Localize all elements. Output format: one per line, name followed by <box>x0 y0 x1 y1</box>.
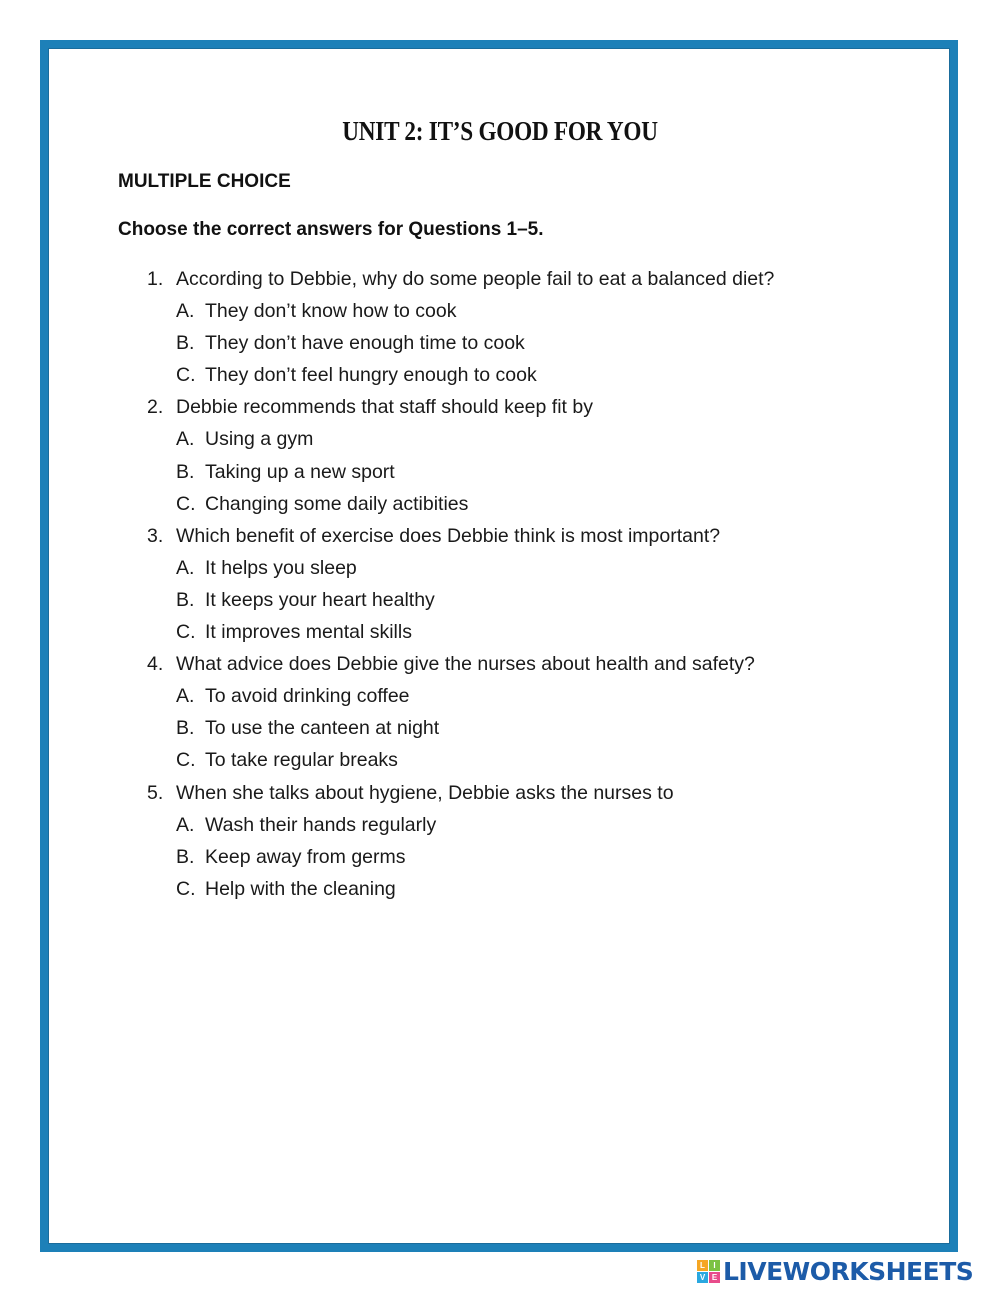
section-heading: MULTIPLE CHOICE <box>118 171 291 192</box>
option-text: It helps you sleep <box>205 556 357 579</box>
question-line <box>0 523 1000 555</box>
option-text: To avoid drinking coffee <box>205 685 410 708</box>
brand-name: LIVEWORKSHEETS <box>723 1256 974 1286</box>
question-number: 4. <box>147 653 164 676</box>
question-text: Debbie recommends that staff should keep fit by <box>176 396 593 419</box>
question-number: 2. <box>147 396 164 419</box>
logo-square: E <box>709 1272 720 1283</box>
answer-option[interactable] <box>0 362 1000 394</box>
question-item <box>0 394 1000 522</box>
question-text: When she talks about hygiene, Debbie asks the nurses to <box>176 781 674 804</box>
option-text: Keep away from germs <box>205 845 406 868</box>
logo-square: I <box>709 1260 720 1271</box>
answer-option[interactable] <box>0 619 1000 651</box>
question-text: Which benefit of exercise does Debbie think is most important? <box>176 524 721 547</box>
option-letter: A. <box>176 685 195 708</box>
option-letter: C. <box>176 364 196 387</box>
answer-option[interactable] <box>0 812 1000 844</box>
option-text: Changing some daily actibities <box>205 492 469 515</box>
answer-option[interactable] <box>0 491 1000 523</box>
option-letter: C. <box>176 749 196 772</box>
option-text: They don’t have enough time to cook <box>205 332 525 355</box>
answer-option[interactable] <box>0 587 1000 619</box>
page-title: UNIT 2: IT’S GOOD FOR YOU <box>342 116 658 146</box>
option-letter: B. <box>176 332 195 355</box>
question-text: According to Debbie, why do some people fail to eat a balanced diet? <box>176 268 775 290</box>
option-text: It improves mental skills <box>205 621 412 644</box>
answer-option[interactable] <box>0 459 1000 491</box>
option-letter: B. <box>176 845 195 868</box>
option-text: Using a gym <box>205 428 314 451</box>
option-letter: B. <box>176 588 195 611</box>
answer-option[interactable] <box>0 683 1000 715</box>
answer-option[interactable] <box>0 426 1000 458</box>
option-text: Help with the cleaning <box>205 877 396 900</box>
question-item <box>0 651 1000 779</box>
liveworksheets-brand[interactable] <box>697 1256 973 1286</box>
question-item <box>0 523 1000 651</box>
option-letter: C. <box>176 492 196 515</box>
question-item <box>0 266 1000 394</box>
option-letter: C. <box>176 877 196 900</box>
question-number: 5. <box>147 781 164 804</box>
question-line <box>0 780 1000 812</box>
question-list <box>0 266 1000 908</box>
question-item <box>0 780 1000 908</box>
liveworksheets-logo-icon <box>697 1260 720 1283</box>
option-letter: C. <box>176 621 196 644</box>
answer-option[interactable] <box>0 876 1000 908</box>
option-text: Wash their hands regularly <box>205 813 437 836</box>
question-text: What advice does Debbie give the nurses about health and safety? <box>176 653 755 676</box>
question-line <box>0 266 1000 298</box>
answer-option[interactable] <box>0 844 1000 876</box>
option-text: To take regular breaks <box>205 749 398 772</box>
answer-option[interactable] <box>0 330 1000 362</box>
option-text: To use the canteen at night <box>205 717 440 740</box>
instructions: Choose the correct answers for Questions 1–5. <box>118 219 544 240</box>
question-number: 3. <box>147 524 164 547</box>
question-number: 1. <box>147 268 164 290</box>
option-letter: B. <box>176 717 195 740</box>
option-letter: A. <box>176 813 195 836</box>
answer-option[interactable] <box>0 555 1000 587</box>
option-letter: A. <box>176 556 195 579</box>
option-letter: B. <box>176 460 195 483</box>
option-letter: A. <box>176 428 195 451</box>
option-letter: A. <box>176 300 195 323</box>
option-text: They don’t know how to cook <box>205 300 457 323</box>
logo-square: V <box>697 1272 708 1283</box>
answer-option[interactable] <box>0 715 1000 747</box>
option-text: Taking up a new sport <box>205 460 395 483</box>
option-text: It keeps your heart healthy <box>205 588 435 611</box>
question-line <box>0 394 1000 426</box>
answer-option[interactable] <box>0 747 1000 779</box>
question-line <box>0 651 1000 683</box>
answer-option[interactable] <box>0 298 1000 330</box>
logo-square: L <box>697 1260 708 1271</box>
option-text: They don’t feel hungry enough to cook <box>205 364 537 387</box>
